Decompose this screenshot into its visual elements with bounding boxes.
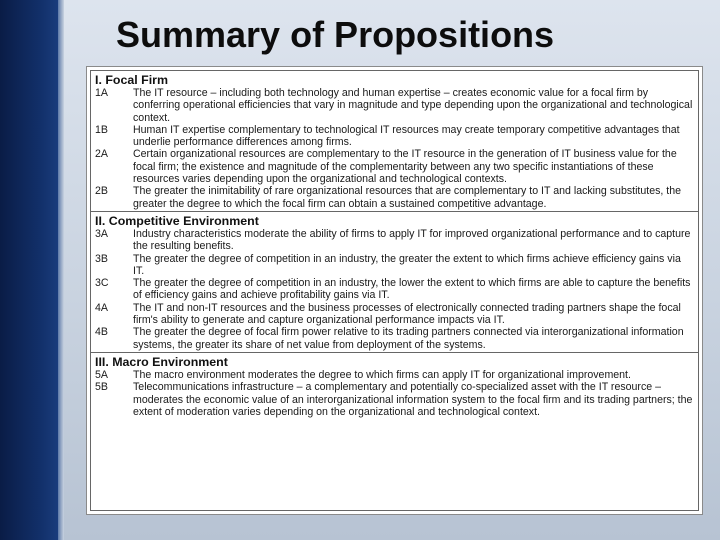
proposition-text: The greater the degree of focal firm power relative to its trading partners connected via interorganizational information systems, the greater its share of net value from deployment of the systems. <box>133 326 684 351</box>
proposition-text: The macro environment moderates the degree to which firms can apply IT for organizational improvement. <box>133 368 631 381</box>
proposition-row <box>95 302 694 327</box>
section-title: II. Competitive Environment <box>95 213 259 228</box>
proposition-row <box>95 124 694 149</box>
section-title: I. Focal Firm <box>95 73 168 87</box>
proposition-id: 3B <box>95 252 108 265</box>
proposition-row <box>95 253 694 278</box>
proposition-id: 2B <box>95 185 108 198</box>
proposition-row <box>95 326 694 351</box>
section-macro-environment <box>91 353 698 419</box>
proposition-text: The greater the inimitability of rare organizational resources that are complementary to IT and lacking substitutes, the greater the degree to which the focal firm can obtain a sustained competitive advantage. <box>133 185 682 210</box>
proposition-row <box>95 185 694 210</box>
propositions-table-inner <box>90 70 699 511</box>
proposition-row <box>95 228 694 253</box>
section-focal-firm <box>91 71 698 212</box>
proposition-text: The greater the degree of competition in an industry, the greater the extent to which firms achieve efficiency gains via IT. <box>133 252 681 277</box>
proposition-row <box>95 148 694 185</box>
proposition-row <box>95 277 694 302</box>
left-accent-edge <box>58 0 64 540</box>
proposition-id: 5A <box>95 368 108 381</box>
proposition-id: 5B <box>95 381 108 394</box>
slide-title: Summary of Propositions <box>116 14 555 55</box>
section-title: III. Macro Environment <box>95 354 228 369</box>
left-accent-bar <box>0 0 58 540</box>
proposition-text: The greater the degree of competition in an industry, the lower the extent to which firms are able to capture the benefits of efficiency gains and achieve profitability gains via IT. <box>133 277 691 302</box>
section-competitive-environment <box>91 212 698 353</box>
proposition-row <box>95 369 694 381</box>
proposition-text: Industry characteristics moderate the ability of firms to apply IT for improved organizational performance and to capture the resulting benefits. <box>133 227 691 253</box>
proposition-row <box>95 87 694 124</box>
proposition-id: 1B <box>95 123 108 136</box>
proposition-id: 3A <box>95 227 108 240</box>
proposition-id: 3C <box>95 277 109 290</box>
proposition-id: 2A <box>95 148 108 161</box>
proposition-row <box>95 381 694 418</box>
proposition-text: Certain organizational resources are complementary to the IT resource in the generation of IT business value for the focal firm; the existence and magnitude of the complementarity between any two specific instantiations of these resources varies depending upon the organizational and technological contexts. <box>133 148 677 186</box>
proposition-id: 4A <box>95 301 108 314</box>
propositions-table <box>86 66 703 515</box>
proposition-id: 1A <box>95 87 108 99</box>
proposition-text: Telecommunications infrastructure – a complementary and potentially co-specialized asset with the IT resource – moderates the economic value of an interorganizational information system to the focal firm and its trading partners; the extent of moderation varies depending on the organizational and technological context. <box>133 381 693 418</box>
proposition-id: 4B <box>95 326 108 339</box>
proposition-text: Human IT expertise complementary to technological IT resources may create temporary competitive advantages that underlie performance differences among firms. <box>133 123 680 149</box>
proposition-text: The IT and non-IT resources and the business processes of electronically connected trading partners shape the focal firm's ability to generate and capture organizational performance impacts via IT. <box>133 301 681 327</box>
proposition-text: The IT resource – including both technology and human expertise – creates economic value for a focal firm by conferring operational efficiencies that vary in magnitude and type depending upon the organizational and technological context. <box>133 87 693 124</box>
